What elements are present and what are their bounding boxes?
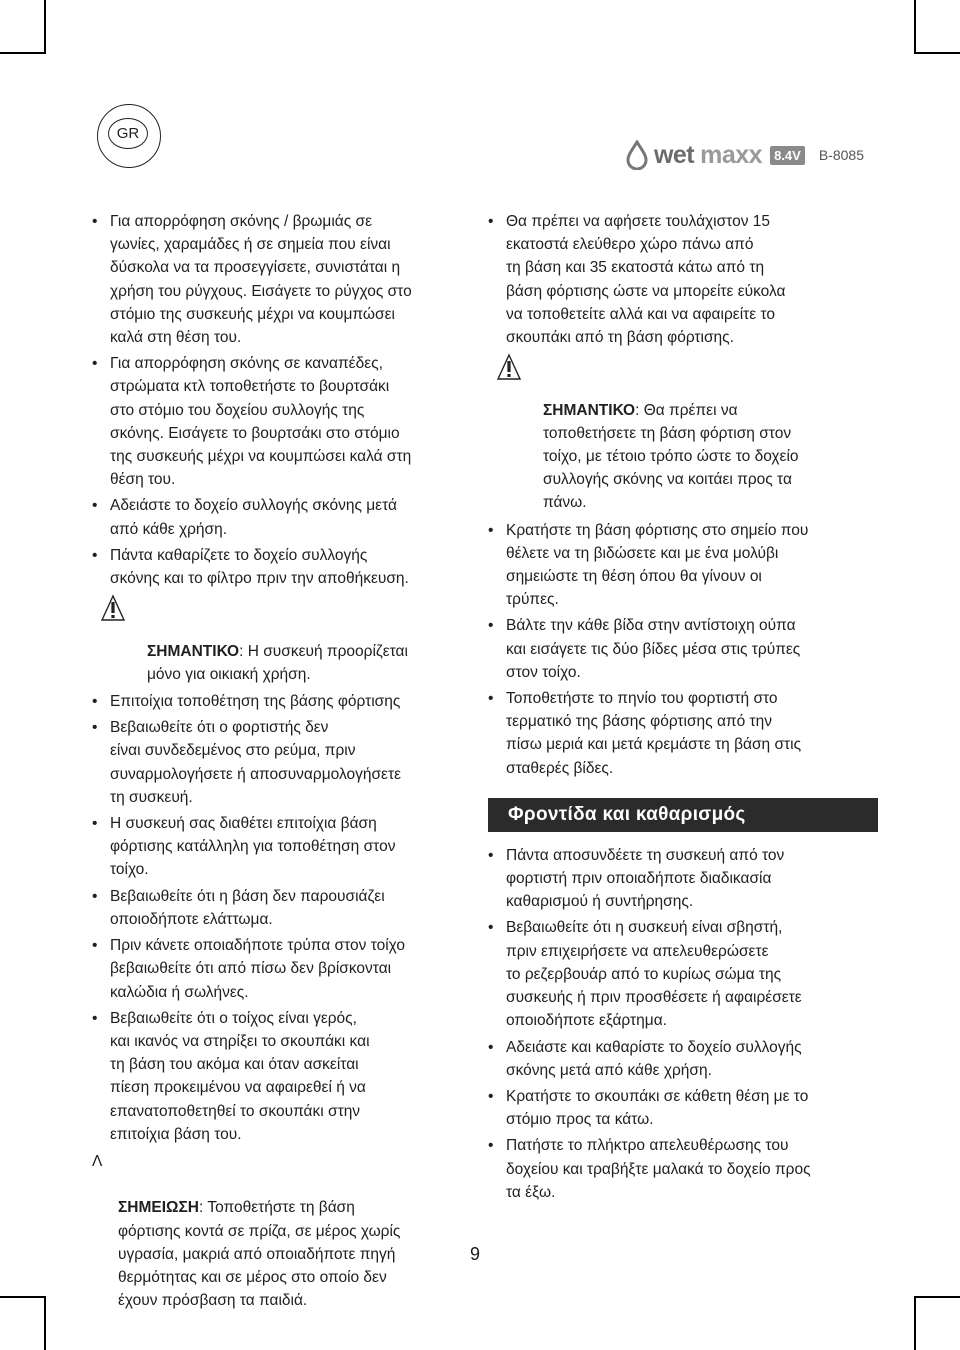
- list-item: [92, 885, 478, 931]
- item-text: Βεβαιωθείτε ότι η συσκευή είναι σβηστή, πριν επιχειρήσετε να απελευθερώσετε το ρεζερβουάρ από το κυρίως σώμα της συσκευής ή πριν προσθέσετε ή αφαιρέσετε οποιοδήποτε εξάρτημα.: [506, 919, 802, 1030]
- item-text: Πατήστε το πλήκτρο απελευθέρωσης του δοχείου και τραβήξτε μαλακά το δοχείο προς τα έξω.: [506, 1137, 811, 1201]
- crop-mark-top-left-h: [0, 52, 44, 54]
- bullet: •: [92, 355, 98, 373]
- item-text: Βεβαιωθείτε ότι ο φορτιστής δεν είναι συνδεδεμένος στο ρεύμα, πριν συναρμολογήσετε ή αποσυναρμολογήσετε τη συσκευή.: [110, 719, 401, 806]
- item-text: Πάντα καθαρίζετε το δοχείο συλλογής σκόνης και το φίλτρο πριν την αποθήκευση.: [110, 546, 409, 588]
- warning-key: ΣΗΜΑΝΤΙΚΟ: [147, 642, 240, 660]
- section-heading: Φροντίδα και καθαρισμός: [488, 798, 878, 832]
- bullet: •: [92, 546, 98, 564]
- crop-mark-top-right: [914, 0, 916, 54]
- list-item: [92, 716, 478, 809]
- warning-text: : Η συσκευή προορίζεται μόνο για οικιακή χρήση.: [147, 642, 408, 683]
- bullet: •: [488, 690, 494, 708]
- item-text: Αδειάστε το δοχείο συλλογής σκόνης μετά από κάθε χρήση.: [110, 497, 397, 538]
- item-text: Κρατήστε το σκουπάκι σε κάθετη θέση με το στόμιο προς τα κάτω.: [506, 1087, 809, 1129]
- list-item: [92, 494, 478, 540]
- page-number: 9: [470, 1244, 481, 1264]
- crop-mark-bottom-left: [44, 1296, 46, 1350]
- crop-mark-top-left: [44, 0, 46, 54]
- crop-mark-top-right-h: [916, 52, 960, 54]
- bullet: •: [488, 846, 494, 864]
- item-text: Επιτοίχια τοποθέτηση της βάσης φόρτισης: [110, 693, 401, 711]
- item-text: Κρατήστε τη βάση φόρτισης στο σημείο που θέλετε να τη βιδώσετε και με ένα μολύβι σημειώστε τη θέση όπου θα γίνουν οι τρύπες.: [506, 521, 809, 609]
- warning-text: : Θα πρέπει να τοποθετήσετε τη βάση φόρτιση στον τοίχο, με τέτοιο τρόπο ώστε το δοχείο συλλογής σκόνης να κοιτάει προς τα πάνω.: [543, 401, 799, 512]
- list-item: [488, 614, 878, 684]
- bullet: •: [92, 937, 98, 955]
- crop-mark-bottom-right-h: [916, 1296, 960, 1298]
- water-drop-icon: [626, 140, 648, 170]
- list-item: [92, 1007, 478, 1146]
- bullet: •: [488, 1137, 494, 1155]
- bullet: •: [92, 815, 98, 833]
- bullet: •: [92, 719, 98, 737]
- list-item: [92, 934, 478, 1004]
- item-text: Η συσκευή σας διαθέτει επιτοίχια βάση φόρτισης κατάλληλη για τοποθέτηση στον τοίχο.: [110, 815, 396, 879]
- bullet: •: [488, 617, 494, 635]
- bullet: •: [488, 521, 494, 539]
- list-item: [488, 1134, 878, 1204]
- language-code: GR: [108, 118, 148, 149]
- list-item: [488, 687, 878, 780]
- item-text: Για απορρόφηση σκόνης σε καναπέδες, στρώματα κτλ τοποθετήστε το βουρτσάκι στο στόμιο του δοχείου συλλογής της σκόνης. Εισάγετε το βουρτσάκι στο στόμιο της συσκευής μέχρι να κουμπώσει καλά στη θέση του.: [110, 355, 412, 489]
- item-text: Βάλτε την κάθε βίδα στην αντίστοιχη ούπα και εισάγετε τις δύο βίδες μέσα στις τρύπες στον τοίχο.: [506, 617, 801, 681]
- item-text: Τοποθετήστε το πηνίο του φορτιστή στο τερματικό της βάσης φόρτισης από την πίσω μεριά και μετά κρεμάστε τη βάση στις σταθερές βίδες.: [506, 690, 802, 777]
- crop-mark-bottom-right: [914, 1296, 916, 1350]
- note-text: : Τοποθετήστε τη βάση φόρτισης κοντά σε πρίζα, σε μέρος χωρίς υγρασία, μακριά από οποιαδήποτε πηγή θερμότητας και σε μέρος στο οποίο δεν έχουν πρόσβαση τα παιδιά.: [118, 1199, 401, 1310]
- bullet: •: [92, 887, 98, 905]
- note-symbol: Λ: [92, 1152, 103, 1170]
- list-item: [488, 1085, 878, 1131]
- voltage-badge: 8.4V: [770, 146, 805, 165]
- item-text: Αδειάστε και καθαρίστε το δοχείο συλλογής σκόνης μετά από κάθε χρήση.: [506, 1038, 802, 1079]
- bullet: •: [488, 1087, 494, 1105]
- item-text: Πριν κάνετε οποιαδήποτε τρύπα στον τοίχο βεβαιωθείτε ότι από πίσω δεν βρίσκονται καλώδια ή σωλήνες.: [110, 937, 406, 1001]
- warning-key: ΣΗΜΑΝΤΙΚΟ: [543, 401, 636, 419]
- warning-triangle-icon: [496, 353, 522, 381]
- right-column: [488, 210, 878, 1207]
- bullet: •: [92, 1009, 98, 1027]
- list-item: [488, 1036, 878, 1082]
- list-item: [488, 519, 878, 612]
- warning-note: [92, 593, 478, 686]
- list-item: [92, 544, 478, 590]
- bullet: •: [488, 213, 494, 230]
- warning-triangle-icon: [100, 594, 126, 622]
- item-text: Θα πρέπει να αφήσετε τουλάχιστον 15 εκατοστά ελεύθερο χώρο πάνω από τη βάση και 35 εκατοστά κάτω από τη βάση φόρτισης ώστε να μπορείτε εύκολα να τοποθετείτε αλλά και να αφαιρείτε το σκουπάκι από τη βάση φόρτισης.: [506, 213, 786, 347]
- crop-mark-bottom-left-h: [0, 1296, 44, 1298]
- list-item: [92, 812, 478, 882]
- list-item: [488, 844, 878, 914]
- item-text: Βεβαιωθείτε ότι η βάση δεν παρουσιάζει οποιοδήποτε ελάττωμα.: [110, 887, 385, 928]
- item-text: Βεβαιωθείτε ότι ο τοίχος είναι γερός, και ικανός να στηρίξει το σκουπάκι και τη βάση του ακόμα και όταν ασκείται πίεση προκειμένου να αφαιρεθεί ή να επανατοποθετηθεί το σκουπάκι στην επιτοίχια βάση του.: [110, 1009, 370, 1143]
- list-item: [92, 210, 478, 349]
- list-item: [92, 352, 478, 491]
- note-item: [92, 1150, 481, 1312]
- warning-note: [488, 352, 878, 514]
- bullet: •: [92, 213, 98, 230]
- brand-logo: [626, 140, 864, 170]
- item-text: Για απορρόφηση σκόνης / βρωμιάς σε γωνίες, χαραμάδες ή σε σημεία που είναι δύσκολα να τα προσεγγίσετε, συνιστάται η χρήση του ρύγχους. Εισάγετε το ρύγχος στο στόμιο της συσκευής μέχρι να κουμπώσει καλά στη θέση του.: [110, 213, 412, 347]
- brand-word-maxx: maxx: [700, 140, 763, 169]
- left-column: [92, 210, 481, 1312]
- note-key: ΣΗΜΕΙΩΣΗ: [118, 1199, 199, 1217]
- language-badge: [97, 104, 161, 168]
- item-text: Πάντα αποσυνδέετε τη συσκευή από τον φορτιστή πριν οποιαδήποτε διαδικασία καθαρισμού ή συντήρησης.: [506, 846, 785, 911]
- list-item: [92, 690, 478, 713]
- list-item: [488, 210, 878, 349]
- bullet: •: [92, 497, 98, 515]
- bullet: •: [488, 1038, 494, 1056]
- list-item: [488, 916, 878, 1032]
- model-number: B-8085: [818, 147, 864, 163]
- bullet: •: [488, 919, 494, 937]
- brand-word-wet: wet: [653, 140, 695, 169]
- bullet: •: [92, 693, 98, 711]
